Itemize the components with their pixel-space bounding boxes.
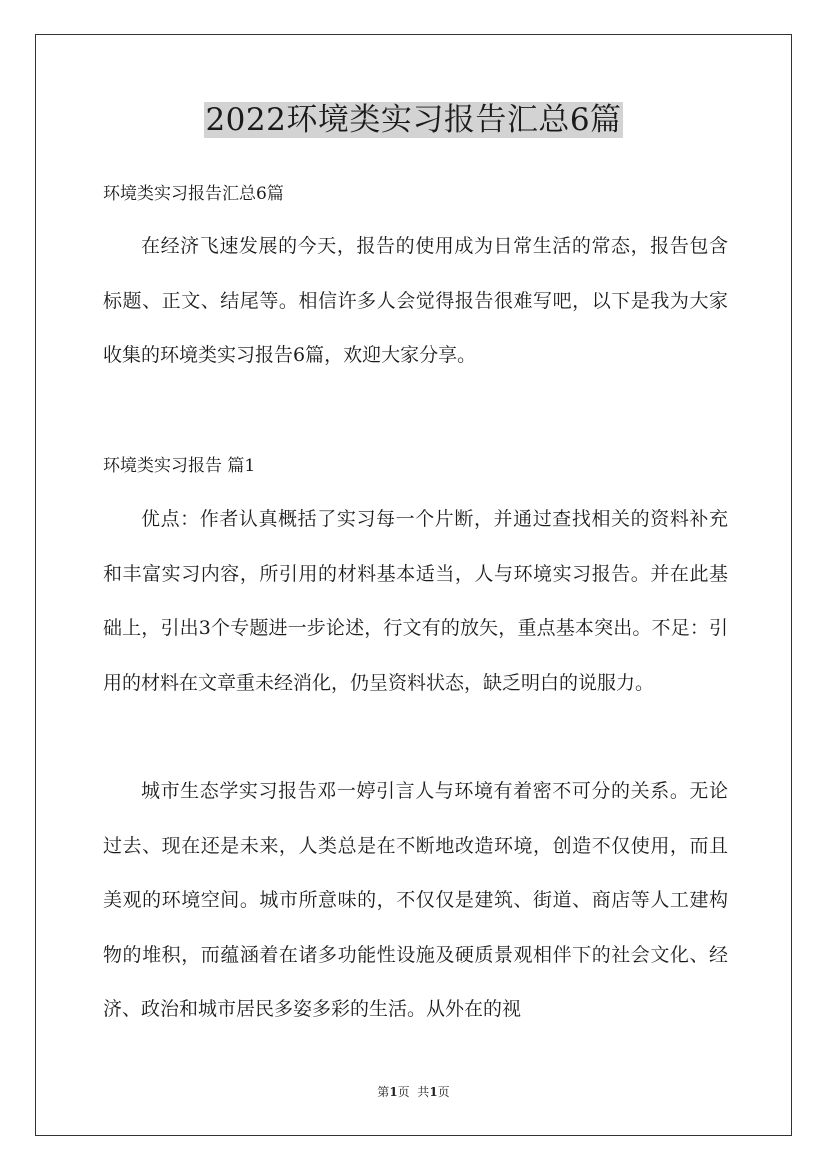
footer-total-pages: 1	[429, 1085, 438, 1099]
footer-page-prefix: 第	[377, 1085, 390, 1099]
document-title-wrapper	[0, 100, 827, 140]
document-title: 2022环境类实习报告汇总6篇	[205, 102, 622, 138]
footer-page-number: 1	[389, 1085, 398, 1099]
document-subtitle: 环境类实习报告汇总6篇	[103, 184, 284, 204]
footer-page-mid: 页 共	[397, 1085, 430, 1099]
body-paragraph-1: 优点：作者认真概括了实习每一个片断，并通过查找相关的资料补充和丰富实习内容，所引用的材料基本适当，人与环境实习报告。并在此基础上，引出3个专题进一步论述，行文有的放矢，重点基本突出。不足：引用的材料在文章重未经消化，仍呈资料状态，缺乏明白的说服力。	[103, 508, 728, 694]
footer-page-suffix: 页	[437, 1085, 450, 1099]
page-footer	[0, 1083, 827, 1100]
intro-paragraph: 在经济飞速发展的今天，报告的使用成为日常生活的常态，报告包含标题、正文、结尾等。相信许多人会觉得报告很难写吧，以下是我为大家收集的环境类实习报告6篇，欢迎大家分享。	[103, 235, 728, 366]
body-paragraph-2: 城市生态学实习报告邓一婷引言人与环境有着密不可分的关系。无论过去、现在还是未来，人类总是在不断地改造环境，创造不仅使用，而且美观的环境空间。城市所意味的，不仅仅是建筑、街道、商店等人工建构物的堆积，而蕴涵着在诸多功能性设施及硬质景观相伴下的社会文化、经济、政治和城市居民多姿多彩的生活。从外在的视	[103, 780, 728, 1020]
section-heading: 环境类实习报告 篇1	[103, 456, 256, 476]
